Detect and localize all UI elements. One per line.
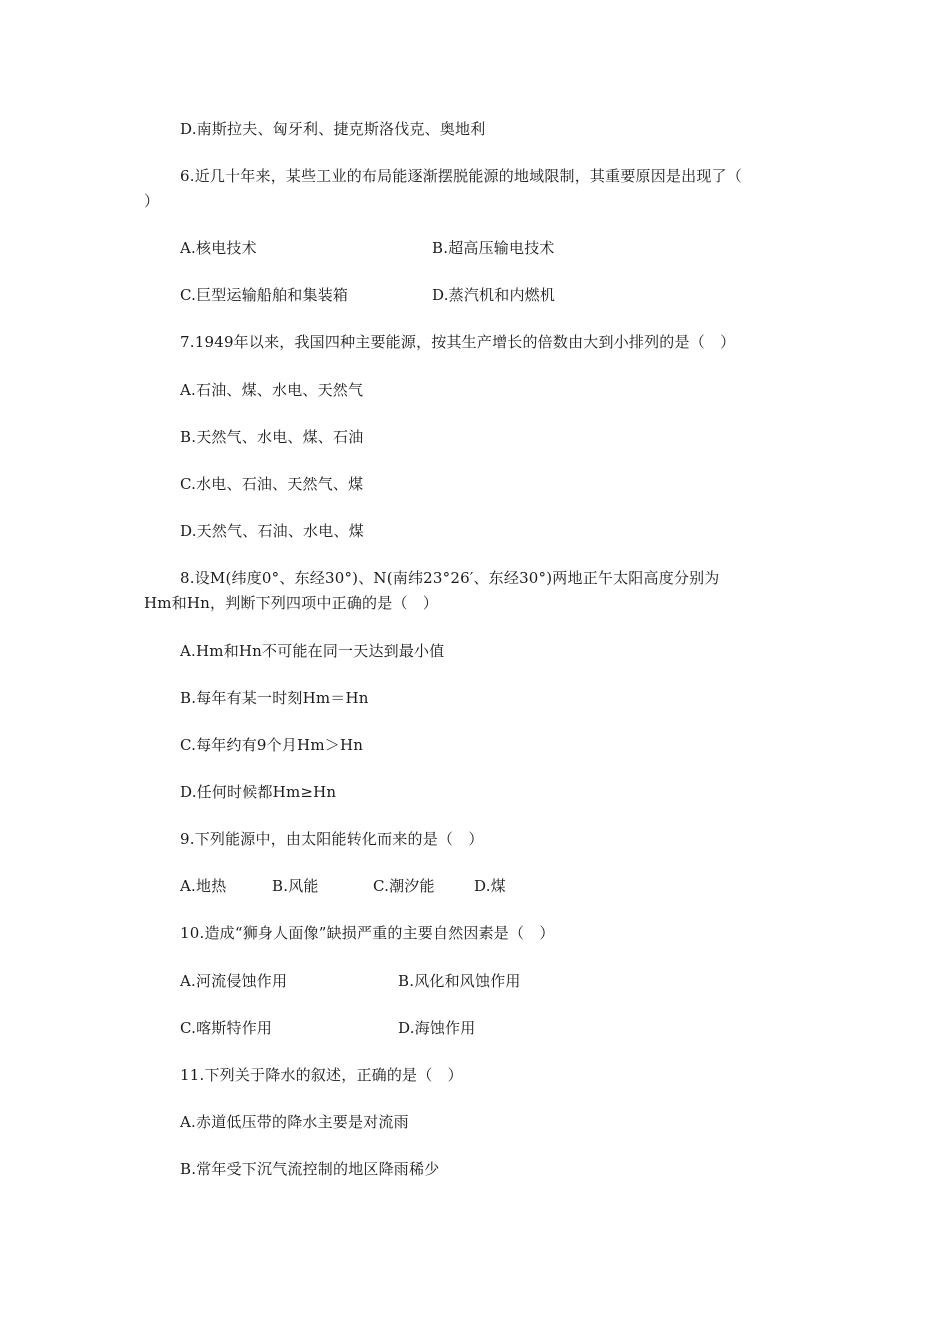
q6-option-c: C.巨型运输船舶和集装箱 [180,286,349,304]
q9-option-a: A.地热 [180,877,227,895]
q11-stem: 11.下列关于降水的叙述，正确的是（ ） [180,1066,463,1084]
q5-option-d: D.南斯拉夫、匈牙利、捷克斯洛伐克、奥地利 [180,120,486,138]
q10-stem: 10.造成“狮身人面像”缺损严重的主要自然因素是（ ） [180,924,555,942]
q7-option-c: C.水电、石油、天然气、煤 [180,475,364,493]
q7-stem: 7.1949年以来，我国四种主要能源，按其生产增长的倍数由大到小排列的是（ ） [180,333,736,351]
q6-option-b: B.超高压输电技术 [432,239,555,257]
q6-stem-line1: 6.近几十年来，某些工业的布局能逐渐摆脱能源的地域限制，其重要原因是出现了（ [180,167,742,185]
q7-option-b: B.天然气、水电、煤、石油 [180,428,364,446]
q10-option-c: C.喀斯特作用 [180,1019,273,1037]
q9-stem: 9.下列能源中，由太阳能转化而来的是（ ） [180,830,484,848]
q9-option-d: D.煤 [474,877,506,895]
q8-stem-line2: Hm和Hn，判断下列四项中正确的是（ ） [144,594,439,612]
q8-option-c: C.每年约有9个月Hm＞Hn [180,736,364,754]
q6-stem-line2: ） [144,192,160,210]
q7-option-d: D.天然气、石油、水电、煤 [180,522,364,540]
q6-option-a: A.核电技术 [180,239,257,257]
q11-option-a: A.赤道低压带的降水主要是对流雨 [180,1113,409,1131]
q6-option-d: D.蒸汽机和内燃机 [432,286,556,304]
q11-option-b: B.常年受下沉气流控制的地区降雨稀少 [180,1160,440,1178]
q10-option-a: A.河流侵蚀作用 [180,972,288,990]
q10-option-d: D.海蚀作用 [398,1019,476,1037]
q7-option-a: A.石油、煤、水电、天然气 [180,381,364,399]
q9-option-b: B.风能 [272,877,319,895]
q8-stem-line1: 8.设M(纬度0°、东经30°)、N(南纬23°26′、东经30°)两地正午太阳高度分别为 [180,569,720,587]
q8-option-a: A.Hm和Hn不可能在同一天达到最小值 [180,642,445,660]
q9-option-c: C.潮汐能 [373,877,435,895]
q8-option-b: B.每年有某一时刻Hm＝Hn [180,689,369,707]
q8-option-d: D.任何时候都Hm≥Hn [180,783,337,801]
q10-option-b: B.风化和风蚀作用 [398,972,521,990]
